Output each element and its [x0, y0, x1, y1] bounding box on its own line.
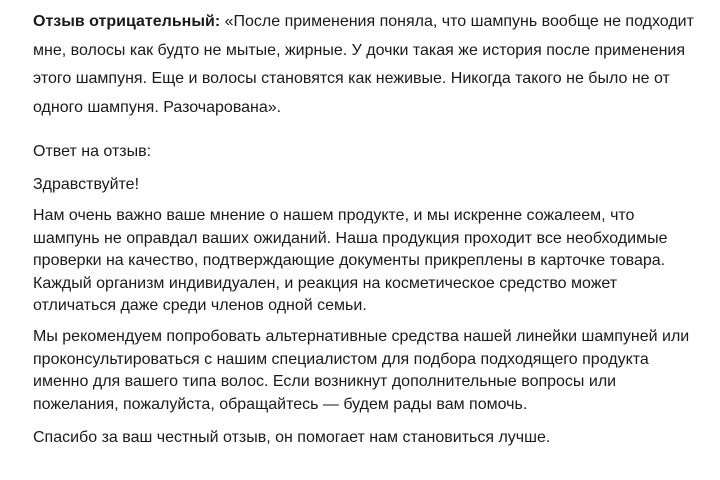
reply-closing: Спасибо за ваш честный отзыв, он помогает нам становиться лучше. [33, 429, 551, 447]
reply-heading: Ответ на отзыв: [33, 143, 152, 160]
reply-paragraph-2: Мы рекомендуем попробовать альтернативные средства нашей линейки шампуней или проконсультироваться с нашим специалистом для подбора подходящего продукта именно для вашего типа волос. Если возникнут дополнительные вопросы или пожелания, пожалуйста, обращайтесь — будем рады вам помочь. [33, 327, 690, 413]
negative-review [33, 0, 694, 122]
review-text: «После применения поняла, что шампунь вообще не подходит мне, волосы как будто не мытые, жирные. У дочки такая же история после применения этого шампуня. Еще и волосы становятся как неживые. Никогда такого не было не от одного шампуня. Разочарована». [33, 13, 694, 116]
reply-paragraph-1: Нам очень важно ваше мнение о нашем продукте, и мы искренне сожалеем, что шампунь не оправдал ваших ожиданий. Наша продукция проходит все необходимые проверки на качество, подтверждающие документы прикреплены в карточке товара. Каждый организм индивидуален, и реакция на косметическое средство может отличаться даже среди членов одной семьи. [33, 207, 668, 315]
reply-greeting: Здравствуйте! [33, 176, 140, 193]
review-label: Отзыв отрицательный: [33, 13, 221, 30]
